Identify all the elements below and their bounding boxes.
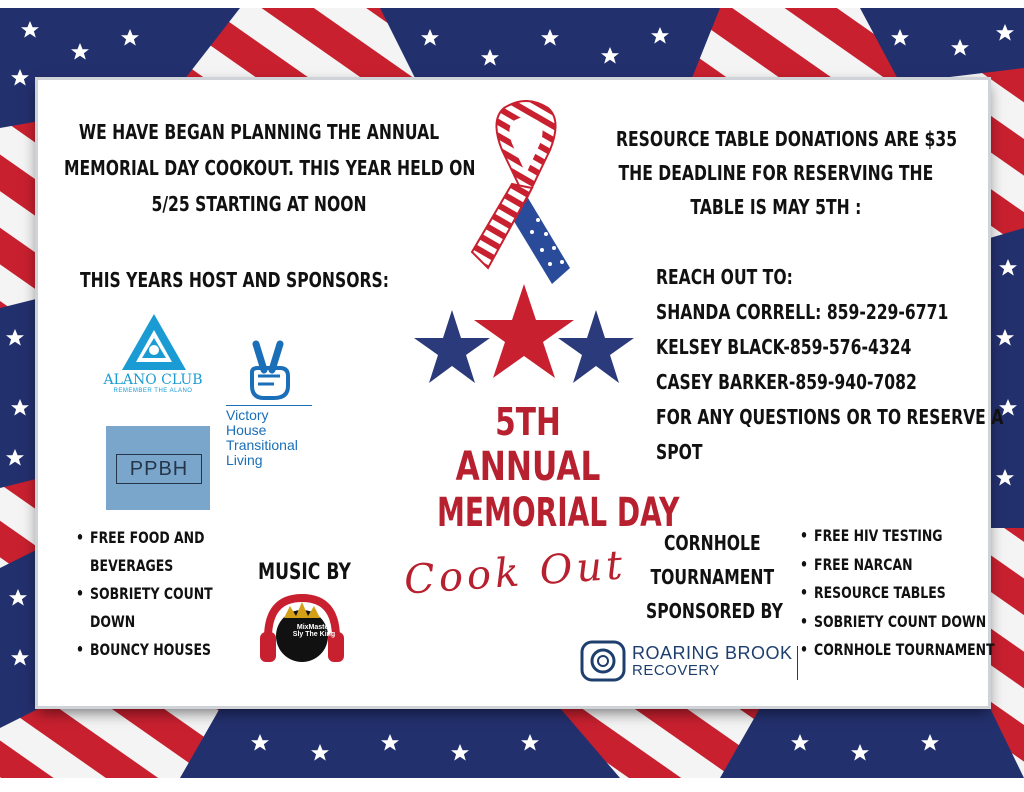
- list-item: • BOUNCY HOUSES: [76, 636, 213, 664]
- title-line-memorial-day: MEMORIAL DAY: [437, 490, 680, 536]
- peace-hand-icon: [244, 340, 294, 402]
- dj-line: Sly The King: [292, 631, 336, 638]
- title-line-5th: 5TH: [495, 400, 561, 444]
- resource-line: RESOURCE TABLE DONATIONS ARE $35: [616, 127, 958, 151]
- victory-divider: [226, 405, 312, 406]
- intro-line: MEMORIAL DAY COOKOUT. THIS YEAR HELD ON: [64, 156, 476, 180]
- contact-person: KELSEY BLACK-859-576-4324: [656, 335, 912, 359]
- list-item: • FREE FOOD AND: [76, 524, 213, 552]
- ppbh-logo: [106, 426, 210, 510]
- left-features-list: [76, 524, 213, 664]
- dj-line: MixMaster: [296, 624, 332, 631]
- list-item: • SOBRIETY COUNT DOWN: [800, 608, 995, 637]
- victory-line: House: [226, 422, 267, 438]
- dj-name: [283, 624, 345, 638]
- intro-line: 5/25 STARTING AT NOON: [151, 192, 367, 216]
- roaring-brook-divider: [797, 646, 798, 680]
- list-item: • FREE HIV TESTING: [800, 522, 995, 551]
- stars-icon: [406, 282, 642, 394]
- list-item: • SOBRIETY COUNT: [76, 580, 213, 608]
- list-item-continued: [76, 552, 213, 580]
- list-item-text: DOWN: [90, 612, 136, 631]
- intro-text: [64, 114, 476, 222]
- victory-line: Victory: [226, 407, 269, 423]
- ppbh-text: PPBH: [116, 454, 202, 484]
- resource-donation-text: [616, 122, 958, 224]
- contact-note: SPOT: [656, 440, 703, 464]
- alano-club-tagline: REMEMBER THE ALANO: [113, 388, 193, 394]
- cornhole-line: TOURNAMENT: [650, 565, 775, 589]
- ribbon-icon: [466, 100, 586, 286]
- roaring-brook-logo-icon: [580, 640, 626, 682]
- cornhole-text: [646, 526, 783, 628]
- list-item-text: BEVERAGES: [90, 556, 174, 575]
- title-line-annual: ANNUAL: [455, 444, 601, 490]
- cornhole-line: SPONSORED BY: [646, 599, 783, 623]
- victory-house-text: [226, 408, 346, 468]
- music-by-label: MUSIC BY: [258, 560, 351, 585]
- contact-person: CASEY BARKER-859-940-7082: [656, 370, 917, 394]
- roaring-brook-sub: RECOVERY: [632, 662, 720, 679]
- cornhole-line: CORNHOLE: [663, 531, 761, 555]
- victory-line: Transitional: [226, 437, 298, 453]
- alano-club-logo-icon: [120, 312, 188, 374]
- resource-line: THE DEADLINE FOR RESERVING THE: [618, 161, 934, 185]
- contact-heading: REACH OUT TO:: [656, 265, 793, 289]
- victory-line: Living: [226, 452, 263, 468]
- resource-line: TABLE IS MAY 5TH :: [690, 195, 862, 219]
- roaring-brook-name: ROARING BROOK: [632, 643, 793, 663]
- right-features-list: [800, 522, 995, 665]
- contact-person: SHANDA CORRELL: 859-229-6771: [656, 300, 949, 324]
- list-item: • FREE NARCAN: [800, 551, 995, 580]
- list-item: • RESOURCE TABLES: [800, 579, 995, 608]
- contact-note: FOR ANY QUESTIONS OR TO RESERVE A: [656, 405, 1004, 429]
- list-item: • CORNHOLE TOURNAMENT: [800, 636, 995, 665]
- sponsors-heading: THIS YEARS HOST AND SPONSORS:: [80, 268, 389, 292]
- list-item-continued: [76, 608, 213, 636]
- cook-out-script: Cook Out: [402, 542, 628, 604]
- alano-club-name: ALANO CLUB: [103, 372, 203, 388]
- contact-block: [656, 260, 1003, 470]
- intro-line: WE HAVE BEGAN PLANNING THE ANNUAL: [78, 120, 440, 144]
